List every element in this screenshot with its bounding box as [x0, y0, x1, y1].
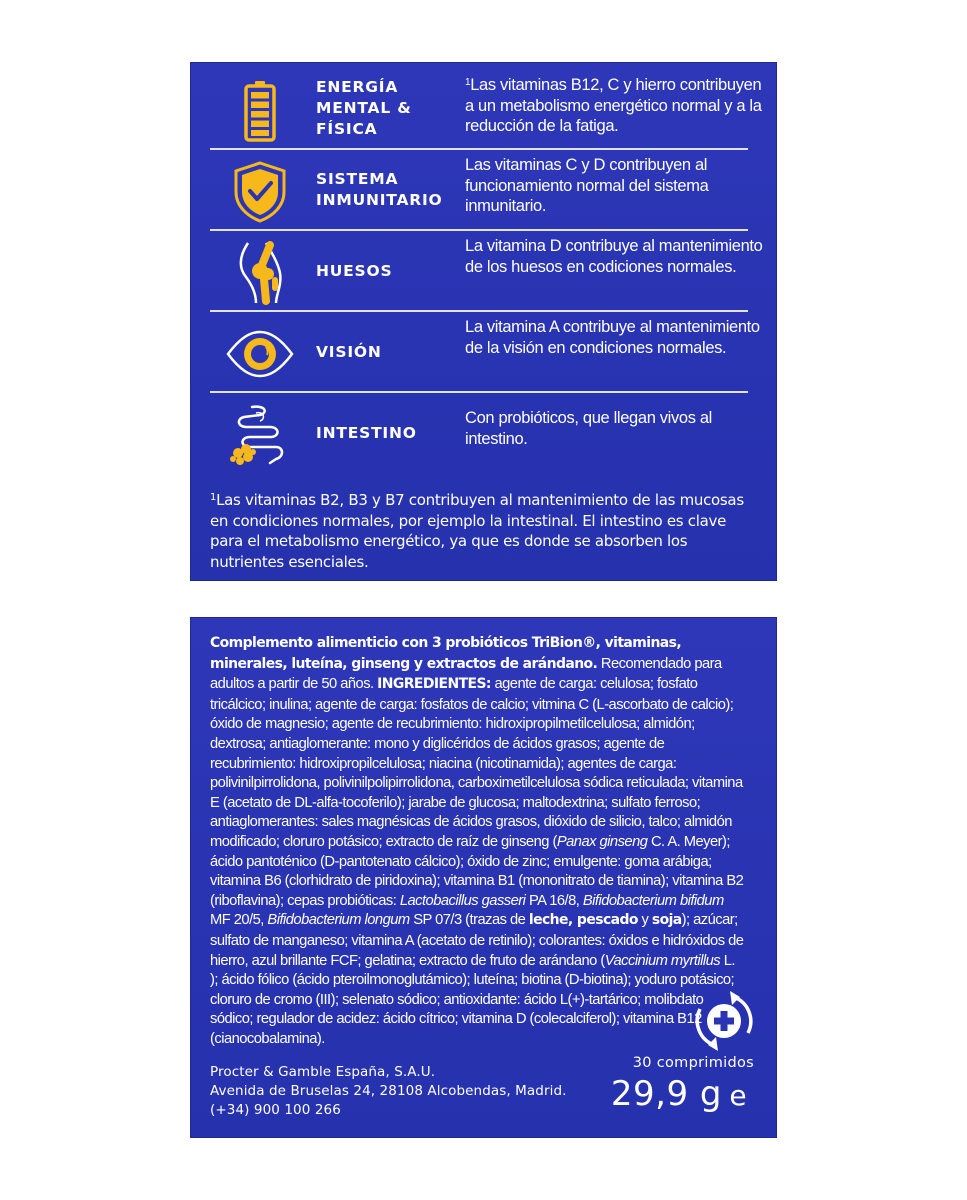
benefit-row-energy — [210, 68, 767, 148]
benefits-panel — [190, 62, 777, 581]
eye-icon — [226, 322, 294, 386]
benefit-description: Las vitaminas C y D contribuyen al funcionamiento normal del sistema inmunitario. — [465, 156, 709, 215]
benefit-title: SISTEMA INMUNITARIO — [316, 170, 443, 209]
benefit-description: $^1$Las vitaminas B12, C y hierro contribuyen a un metabolismo energético normal y a la reducción de la fatiga. — [465, 76, 762, 135]
benefit-description: La vitamina D contribuye al mantenimiento de los huesos en codiciones normales. — [465, 237, 763, 276]
benefit-row-bones — [210, 231, 767, 311]
company-address: Avenida de Bruselas 24, 28108 Alcobendas, Madrid. — [210, 1083, 567, 1099]
footnote-marker: 1 — [465, 77, 471, 88]
shield-check-icon — [226, 160, 294, 224]
benefit-description: Con probióticos, que llegan vivos al intestino. — [465, 409, 712, 448]
intestine-icon — [226, 403, 294, 467]
pharmacy-cross-cycle-icon — [692, 989, 756, 1053]
benefit-row-intestine — [210, 393, 767, 473]
company-info — [210, 1063, 590, 1120]
estimated-sign: e — [729, 1083, 747, 1111]
benefit-row-vision — [210, 312, 767, 392]
net-weight: 29,9 g — [610, 1074, 722, 1114]
benefit-title: VISIÓN — [316, 342, 382, 361]
knee-joint-icon — [226, 241, 294, 305]
footnote — [210, 488, 760, 572]
package-count: 30 comprimidos — [632, 1055, 754, 1071]
ingredients-text: Complemento alimenticio con 3 probióticos TriBion®, vitaminas, minerales, luteína, ginseng y extractos de arándano. Recomendado para adultos a partir de 50 años. INGREDIENTES: agente de carga: celulosa; fosfato tricálcico; inulina; agente de carga: fosfatos de calcio; vitmina C (L-ascorbato de calcio); óxido de magnesio; agente de recubrimiento: hidroxipropilmetilcelulosa; almidón; dextrosa; antiaglomerante: mono y diglicéridos de ácidos grasos; agente de recubrimiento: hidroxipropilcelulosa; niacina (nicotinamida); agentes de carga: polivinilpirrolidona, polivinilpolipirrolidona, carboximetilcelulosa sódica reticulada; vitamina E (acetato de DL-alfa-tocoferilo); jarabe de glucosa; maltodextrina; sulfato ferroso; antiaglomerantes: sales magnésicas de ácidos grasos, dióxido de silicio, talco; almidón modificado; cloruro potásico; extracto de raíz de ginseng (Panax ginseng C. A. Meyer); ácido pantoténico (D-pantotenato cálcico); óxido de zinc; emulgente: goma arábiga; vitamina B6 (clorhidrato de piridoxina); vitamina B1 (mononitrato de tiamina); vitamina B2 (riboflavina); cepas probióticas: Lactobacillus gasseri PA 16/8, Bifidobacterium bifidum MF 20/5, Bifidobacterium longum SP 07/3 (trazas de leche, pescado y soja); azúcar; sulfato de manganeso; vitamina A (acetato de retinilo); colorantes: óxidos e hidróxidos de hierro, azul brillante FCF; gelatina; extracto de fruto de arándano (Vaccinium myrtillus L. ); ácido fólico (ácido pteroilmonoglutámico); luteína; biotina (D-biotina); yoduro potásico; cloruro de cromo (III); selenato sódico; antioxidante: ácido L(+)-tartárico; molibdato sódico; regulador de acidez: ácido cítrico; vitamina D (colecalciferol); vitamina B12 (cianocobalamina). — [210, 635, 744, 1047]
footnote-marker: 1 — [210, 492, 217, 503]
ingredients-panel — [190, 617, 777, 1138]
benefit-row-immune — [210, 150, 767, 230]
benefit-title: ENERGÍA MENTAL & FÍSICA — [316, 77, 412, 138]
benefit-title: HUESOS — [316, 261, 393, 280]
footnote-text: Las vitaminas B2, B3 y B7 contribuyen al mantenimiento de las mucosas en condiciones normales, por ejemplo la intestinal. El intestino es clave para el metabolismo energético, ya que es donde se absorben los nutrientes esenciales. — [210, 491, 744, 571]
company-name: Procter & Gamble España, S.A.U. — [210, 1064, 436, 1080]
estimated-sign-icon — [724, 1083, 752, 1111]
battery-icon — [226, 78, 294, 142]
benefit-description: La vitamina A contribuye al mantenimiento de la visión en condiciones normales. — [465, 318, 760, 357]
company-phone: (+34) 900 100 266 — [210, 1102, 341, 1118]
benefit-title: INTESTINO — [316, 423, 417, 442]
